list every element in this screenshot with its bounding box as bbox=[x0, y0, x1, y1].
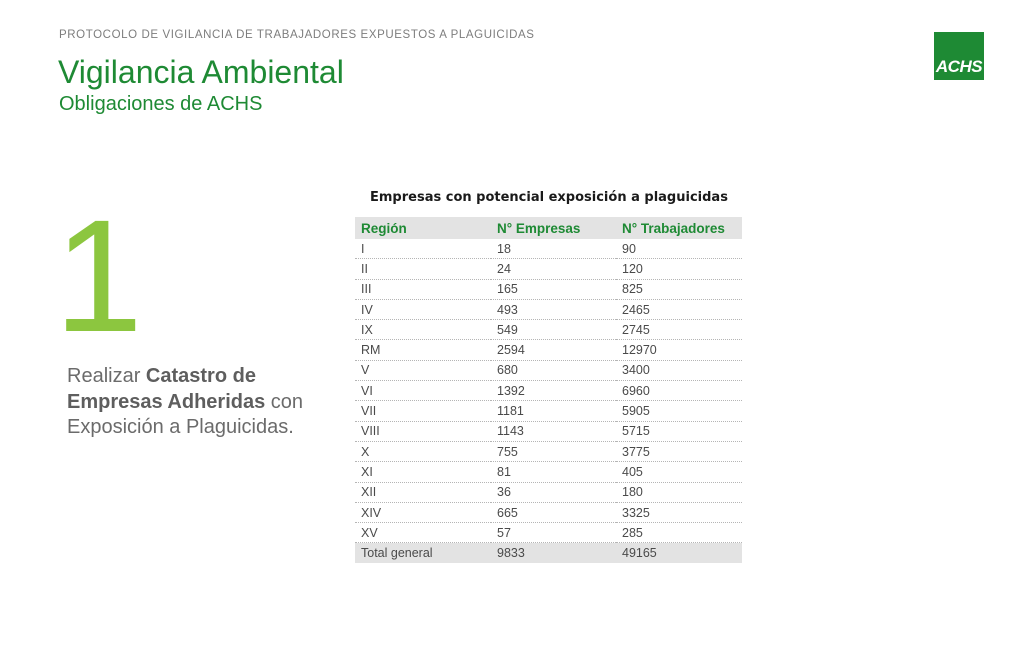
cell-companies: 24 bbox=[491, 259, 616, 279]
cell-workers: 3400 bbox=[616, 360, 742, 380]
cell-region: XII bbox=[355, 482, 491, 502]
table-row bbox=[355, 259, 742, 279]
cell-companies: 18 bbox=[491, 239, 616, 259]
cell-workers: 3325 bbox=[616, 502, 742, 522]
cell-workers: 825 bbox=[616, 279, 742, 299]
cell-companies: 1181 bbox=[491, 401, 616, 421]
cell-region: V bbox=[355, 360, 491, 380]
cell-companies: 1392 bbox=[491, 381, 616, 401]
cell-workers: 120 bbox=[616, 259, 742, 279]
table-row bbox=[355, 421, 742, 441]
cell-companies: 2594 bbox=[491, 340, 616, 360]
table-title: Empresas con potencial exposición a plaguicidas bbox=[370, 190, 728, 205]
cell-workers: 2465 bbox=[616, 299, 742, 319]
header-workers: N° Trabajadores bbox=[616, 217, 742, 239]
cell-companies: 36 bbox=[491, 482, 616, 502]
table-row bbox=[355, 340, 742, 360]
cell-region: X bbox=[355, 441, 491, 461]
table-row bbox=[355, 441, 742, 461]
companies-table bbox=[355, 217, 742, 563]
header-companies: N° Empresas bbox=[491, 217, 616, 239]
table-row bbox=[355, 401, 742, 421]
cell-workers: 285 bbox=[616, 523, 742, 543]
cell-region: VII bbox=[355, 401, 491, 421]
achs-logo: ACHS bbox=[934, 32, 984, 80]
table-row bbox=[355, 279, 742, 299]
cell-region: II bbox=[355, 259, 491, 279]
table-row bbox=[355, 320, 742, 340]
cell-companies: 81 bbox=[491, 462, 616, 482]
table-row bbox=[355, 299, 742, 319]
total-workers: 49165 bbox=[616, 543, 742, 563]
table-row bbox=[355, 482, 742, 502]
table-row bbox=[355, 239, 742, 259]
cell-companies: 493 bbox=[491, 299, 616, 319]
cell-workers: 2745 bbox=[616, 320, 742, 340]
page-subtitle: Obligaciones de ACHS bbox=[59, 93, 263, 115]
step-text-prefix: Realizar bbox=[67, 365, 146, 387]
cell-companies: 165 bbox=[491, 279, 616, 299]
cell-workers: 3775 bbox=[616, 441, 742, 461]
table-header-row bbox=[355, 217, 742, 239]
table-total-row bbox=[355, 543, 742, 563]
step-description bbox=[67, 364, 307, 441]
table-row bbox=[355, 462, 742, 482]
table-row bbox=[355, 523, 742, 543]
step-number: 1 bbox=[54, 186, 143, 365]
cell-region: VIII bbox=[355, 421, 491, 441]
total-label: Total general bbox=[355, 543, 491, 563]
header-region: Región bbox=[355, 217, 491, 239]
cell-region: XI bbox=[355, 462, 491, 482]
cell-companies: 1143 bbox=[491, 421, 616, 441]
cell-companies: 57 bbox=[491, 523, 616, 543]
table-row bbox=[355, 381, 742, 401]
table-row bbox=[355, 502, 742, 522]
step-text-bold: Catastro de Empresas Adheridas bbox=[67, 365, 266, 413]
cell-workers: 12970 bbox=[616, 340, 742, 360]
cell-companies: 665 bbox=[491, 502, 616, 522]
cell-region: RM bbox=[355, 340, 491, 360]
cell-region: IX bbox=[355, 320, 491, 340]
cell-workers: 5715 bbox=[616, 421, 742, 441]
cell-workers: 5905 bbox=[616, 401, 742, 421]
cell-region: III bbox=[355, 279, 491, 299]
table-row bbox=[355, 360, 742, 380]
cell-region: XIV bbox=[355, 502, 491, 522]
total-companies: 9833 bbox=[491, 543, 616, 563]
page-title: Vigilancia Ambiental bbox=[58, 54, 344, 90]
cell-workers: 6960 bbox=[616, 381, 742, 401]
cell-workers: 90 bbox=[616, 239, 742, 259]
protocol-heading: PROTOCOLO DE VIGILANCIA DE TRABAJADORES EXPUESTOS A PLAGUICIDAS bbox=[59, 29, 535, 41]
step-text-suffix: con Exposición a Plaguicidas. bbox=[67, 390, 304, 438]
cell-region: XV bbox=[355, 523, 491, 543]
cell-companies: 549 bbox=[491, 320, 616, 340]
cell-companies: 680 bbox=[491, 360, 616, 380]
cell-workers: 180 bbox=[616, 482, 742, 502]
cell-workers: 405 bbox=[616, 462, 742, 482]
cell-companies: 755 bbox=[491, 441, 616, 461]
cell-region: I bbox=[355, 239, 491, 259]
cell-region: IV bbox=[355, 299, 491, 319]
cell-region: VI bbox=[355, 381, 491, 401]
